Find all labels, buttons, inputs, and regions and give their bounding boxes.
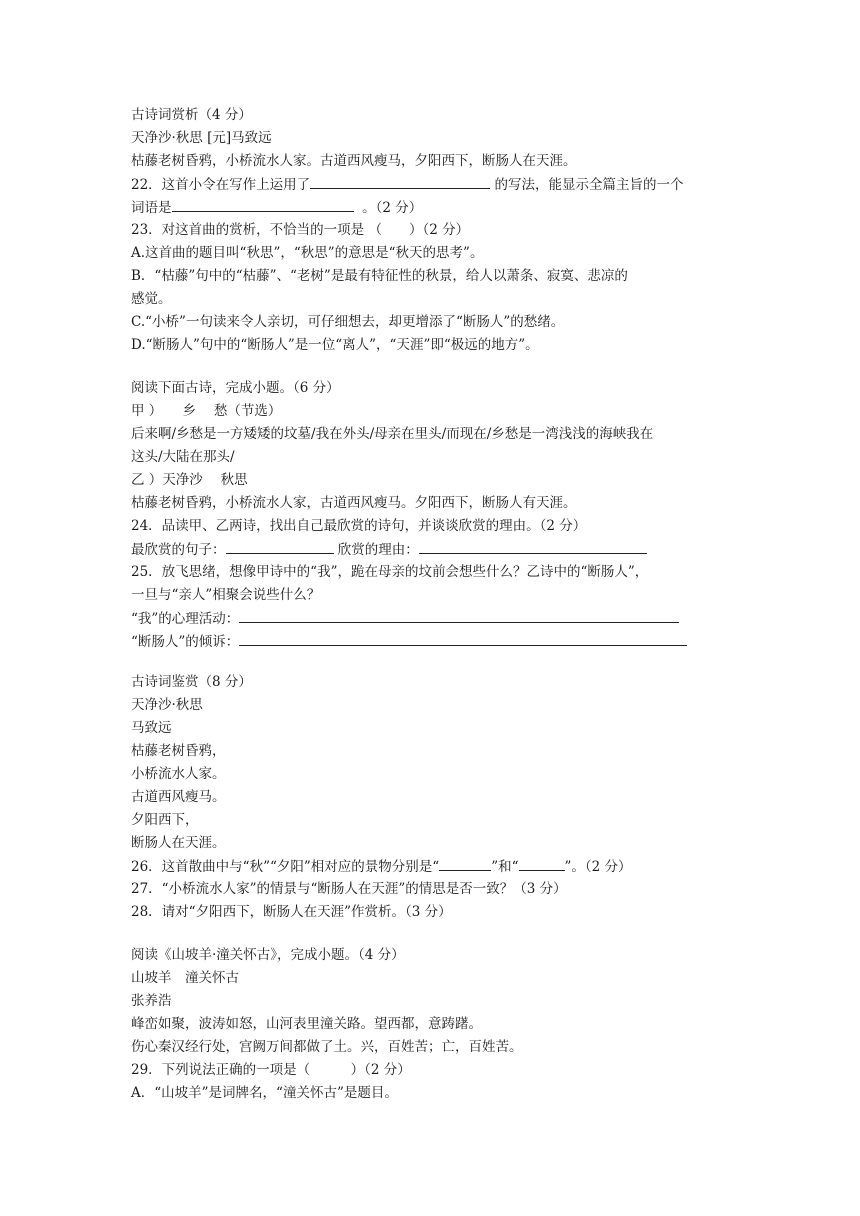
section-header: 阅读《山坡羊·潼关怀古》，完成小题。（4 分） <box>131 947 405 963</box>
question-26 <box>131 856 632 877</box>
answer-blank[interactable] <box>439 856 491 871</box>
question-text: 词语是 <box>131 200 172 216</box>
answer-blank[interactable] <box>310 174 490 189</box>
section-header: 古诗词鉴赏（8 分） <box>131 674 252 690</box>
answer-blank[interactable] <box>226 539 334 554</box>
answer-blank[interactable] <box>419 539 647 554</box>
section-header: 阅读下面古诗，完成小题。（6 分） <box>131 380 340 396</box>
question-text: 22．这首小令在写作上运用了 <box>131 177 311 193</box>
section-header: 古诗词赏析（4 分） <box>131 107 252 123</box>
poem-line: 夕阳西下， <box>131 812 199 828</box>
poem-line: 枯藤老树昏鸦， <box>131 743 226 759</box>
poem-line: 伤心秦汉经行处，宫阙万间都做了土。兴，百姓苦；亡，百姓苦。 <box>131 1039 523 1055</box>
answer-label: 欣赏的理由： <box>337 542 419 558</box>
question-text: ”和“ <box>491 859 519 875</box>
answer-blank[interactable] <box>239 608 679 623</box>
question-29: 29．下列说法正确的一项是（ ）（2 分） <box>131 1062 411 1078</box>
answer-label: 最欣赏的句子： <box>131 542 226 558</box>
question-22 <box>131 174 683 195</box>
question-24-answer <box>131 539 647 560</box>
poem-author: 张养浩 <box>131 993 172 1009</box>
question-27: 27．“小桥流水人家”的情景与“断肠人在天涯”的情思是否一致？（3 分） <box>131 881 567 897</box>
answer-blank[interactable] <box>172 197 354 212</box>
poem-line: 峰峦如聚，波涛如怒，山河表里潼关路。望西都，意踌躇。 <box>131 1016 482 1032</box>
poem-line: 小桥流水人家。 <box>131 766 226 782</box>
question-25-cont: 一旦与“亲人”相聚会说些什么？ <box>131 587 321 603</box>
poem-line: 古道西风瘦马。 <box>131 789 226 805</box>
question-text: ”。（2 分） <box>564 859 632 875</box>
poem-title: 天净沙·秋思 <box>131 697 203 713</box>
question-25-answer-a <box>131 608 679 629</box>
poem-title: 山坡羊 潼关怀古 <box>131 970 239 986</box>
answer-label: “我”的心理活动： <box>131 611 240 627</box>
question-28: 28．请对“夕阳西下，断肠人在天涯”作赏析。（3 分） <box>131 904 452 920</box>
poem-jia-text-cont: 这头/大陆在那头/ <box>131 449 235 465</box>
answer-blank[interactable] <box>519 856 565 871</box>
option-b: B．“枯藤”句中的“枯藤”、“老树”是最有特征性的秋景，给人以萧条、寂寞、悲凉的 <box>131 268 628 284</box>
option-b-cont: 感觉。 <box>131 291 172 307</box>
question-25-answer-b <box>131 631 687 652</box>
option-d: D.“断肠人”句中的“断肠人”是一位“离人”，“天涯”即“极远的地方”。 <box>131 337 539 353</box>
poem-title: 天净沙·秋思 [元]马致远 <box>131 130 272 146</box>
question-25: 25．放飞思绪，想像甲诗中的“我”，跪在母亲的坟前会想些什么？乙诗中的“断肠人”， <box>131 564 649 580</box>
poem-yi-text: 枯藤老树昏鸦，小桥流水人家，古道西风瘦马。夕阳西下，断肠人有天涯。 <box>131 495 577 511</box>
option-c: C.“小桥”一句读来令人亲切，可仔细想去，却更增添了“断肠人”的愁绪。 <box>131 314 565 330</box>
answer-label: “断肠人”的倾诉： <box>131 634 240 650</box>
question-text: 。（2 分） <box>362 200 423 216</box>
question-text: 26．这首散曲中与“秋”“夕阳”相对应的景物分别是“ <box>131 859 440 875</box>
option-a: A．“山坡羊”是词牌名，“潼关怀古”是题目。 <box>131 1085 398 1101</box>
question-23: 23．对这首曲的赏析，不恰当的一项是 （ ）（2 分） <box>131 222 470 238</box>
poem-author: 马致远 <box>131 720 172 736</box>
question-24: 24．品读甲、乙两诗，找出自己最欣赏的诗句，并谈谈欣赏的理由。（2 分） <box>131 518 587 534</box>
question-22-cont <box>131 197 422 218</box>
question-text: 的写法，能显示全篇主旨的一个 <box>494 177 684 193</box>
poem-yi-title: 乙 ）天净沙 秋思 <box>131 472 248 488</box>
poem-text: 枯藤老树昏鸦，小桥流水人家。古道西风瘦马，夕阳西下，断肠人在天涯。 <box>131 153 577 169</box>
poem-jia-text: 后来啊/乡愁是一方矮矮的坟墓/我在外头/母亲在里头/而现在/乡愁是一湾浅浅的海峡我在 <box>131 426 654 442</box>
poem-line: 断肠人在天涯。 <box>131 835 226 851</box>
poem-jia-title: 甲 ） 乡 愁（节选） <box>131 403 282 419</box>
option-a: A.这首曲的题目叫“秋思”，“秋思”的意思是“秋天的思考”。 <box>131 245 484 261</box>
answer-blank[interactable] <box>239 631 687 646</box>
